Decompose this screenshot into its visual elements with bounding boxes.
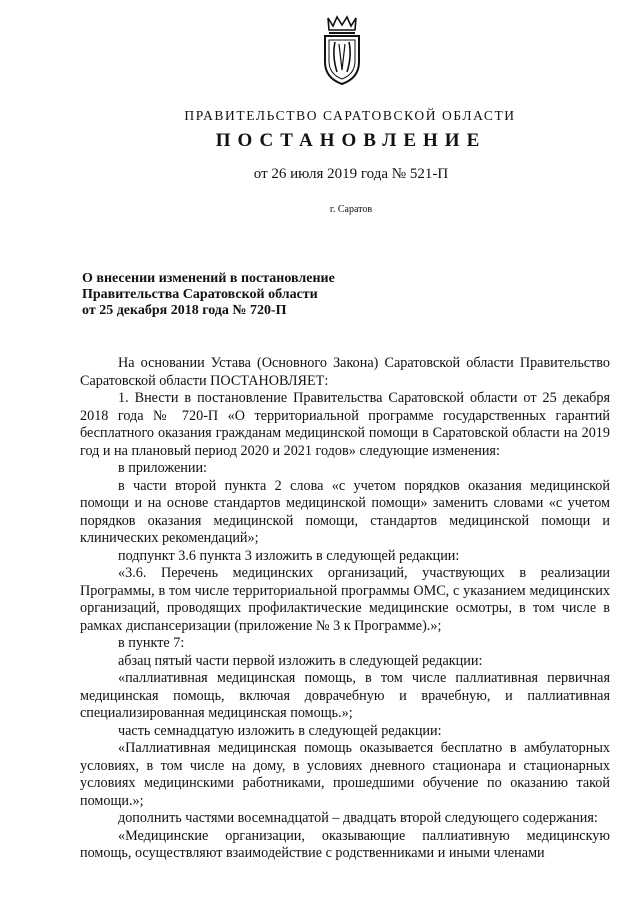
document-body [80, 355, 610, 863]
body-paragraph: На основании Устава (Основного Закона) Саратовской области Правительство Саратовской области ПОСТАНОВЛЯЕТ: [80, 355, 610, 389]
subject-line: Правительства Саратовской области [82, 287, 318, 302]
body-paragraph: часть семнадцатую изложить в следующей редакции: [118, 722, 442, 739]
coat-of-arms-icon [319, 14, 365, 86]
body-paragraph: подпункт 3.6 пункта 3 изложить в следующей редакции: [118, 547, 460, 564]
body-paragraph: в пункте 7: [118, 635, 185, 651]
document-type: ПОСТАНОВЛЕНИЕ [215, 130, 487, 151]
document-date-number: от 26 июля 2019 года № 521-П [253, 166, 449, 182]
body-paragraph: дополнить частями восемнадцатой – двадцать второй следующего содержания: [118, 810, 598, 826]
document-subject [82, 271, 335, 319]
body-paragraph: в части второй пункта 2 слова «с учетом порядков оказания медицинской помощи и на основе стандартов медицинской помощи» заменить словами «с учетом порядков оказания медицинской помощи, стандартов медицинской помощи и клинических рекомендаций»; [80, 477, 610, 546]
body-paragraph: в приложении: [118, 460, 207, 476]
body-paragraph: «Паллиативная медицинская помощь оказывается бесплатно в амбулаторных условиях, в том числе на дому, в условиях дневного стационара и стационарных условиях медицинскими работниками, прошедшими обучение по оказанию такой помощи.»; [80, 740, 610, 809]
subject-line: О внесении изменений в постановление [82, 271, 335, 286]
document-city: г. Саратов [329, 204, 373, 215]
body-paragraph: «3.6. Перечень медицинских организаций, участвующих в реализации Программы, в том числе территориальной программы ОМС, с указанием медицинских организаций, проводящих профилактические медицинские осмотры, в том числе в рамках диспансеризации (приложение № 3 к Программе).»; [80, 565, 610, 634]
body-paragraph: «паллиативная медицинская помощь, в том числе паллиативная первичная медицинская помощь, включая доврачебную и врачебную, и паллиативная специализированная медицинская помощь.»; [80, 670, 610, 721]
body-paragraph: абзац пятый части первой изложить в следующей редакции: [118, 652, 483, 669]
body-paragraph: «Медицинские организации, оказывающие паллиативную медицинскую помощь, осуществляют взаимодействие с родственниками и иными членами [80, 827, 610, 861]
body-paragraph: 1. Внести в постановление Правительства Саратовской области от 25 декабря 2018 года № 720-П «О территориальной программе государственных гарантий бесплатного оказания гражданам медицинской помощи в Саратовской области на 2019 год и на плановый период 2020 и 2021 годов» следующие изменения: [80, 390, 610, 459]
government-name: ПРАВИТЕЛЬСТВО САРАТОВСКОЙ ОБЛАСТИ [184, 108, 516, 123]
subject-line: от 25 декабря 2018 года № 720-П [82, 303, 287, 318]
